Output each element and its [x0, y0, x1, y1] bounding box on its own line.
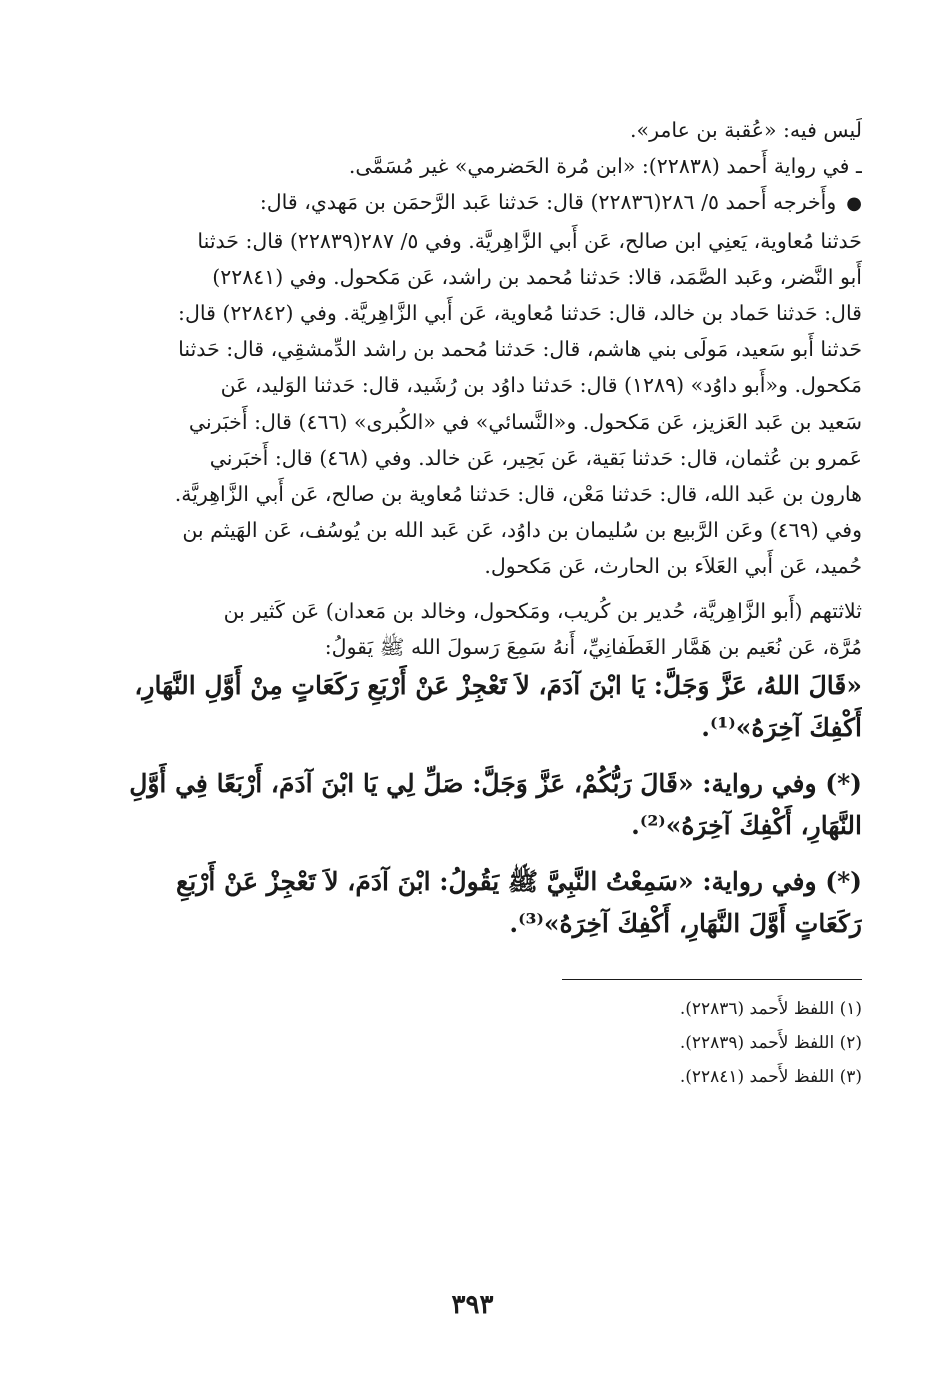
hadith-text-3 — [86, 861, 862, 945]
footnote-1: (١) اللفظ لأَحمد (٢٢٨٣٦). — [679, 999, 862, 1020]
hadith-text-2 — [86, 763, 862, 847]
footnote-divider — [562, 979, 862, 980]
hadith-line: رَكَعَاتٍ أَوَّلَ النَّهَارِ، أَكْفِكَ آخِرَهُ»⁽³⁾. — [509, 909, 862, 939]
takhrij-line: عَمرو بن عُثمان، قال: حَدثنا بَقية، عَن بَحِير، عَن خالد. وفي (٤٦٨) قال: أَخبَرني — [209, 445, 862, 470]
takhrij-line: حَدثنا أَبو سَعيد، مَولَى بني هاشم، قال: حَدثنا مُحمد بن راشد الدِّمشقِي، قال: حَدثنا — [178, 337, 862, 362]
hadith-line: النَّهَارِ، أَكْفِكَ آخِرَهُ»⁽²⁾. — [631, 811, 862, 841]
takhrij-line: حُميد، عَن أَبي العَلاَء بن الحارث، عَن مَكحول. — [484, 554, 862, 579]
page-body — [86, 112, 862, 1094]
hadith-line: «قَالَ اللهُ، عَزَّ وَجَلَّ: يَا ابْنَ آدَمَ، لاَ تَعْجِزْ عَنْ أَرْبَعِ رَكَعَاتٍ مِنْ أَوَّلِ النَّهَارِ، — [134, 671, 862, 701]
chain-line: ثلاثتهم (أَبو الزَّاهِريَّة، حُدير بن كُريب، ومَكحول، وخالد بن مَعدان) عَن كَثير بن — [223, 598, 862, 623]
chain-block — [86, 593, 862, 665]
hadith-text-1 — [86, 665, 862, 749]
hadith-line: أَكْفِكَ آخِرَهُ»⁽¹⁾. — [701, 713, 862, 743]
takhrij-line: قال: حَدثنا حَماد بن خالد، قال: حَدثنا مُعاوية، عَن أَبي الزَّاهِريَّة. وفي (٢٢٨٤٢) قال: — [178, 301, 862, 326]
takhrij-line: هارون بن عَبد الله، قال: حَدثنا مَعْن، قال: حَدثنا مُعاوية بن صالح، عَن أَبي الزَّاهِريَّة. — [174, 482, 862, 507]
takhrij-block — [86, 184, 862, 584]
takhrij-line-text: وأَخرجه أَحمد ٥/ ٢٨٦(٢٢٨٣٦) قال: حَدثنا عَبد الرَّحمَن بن مَهدي، قال: — [259, 190, 837, 215]
hadith-line: (*) وفي رواية: «قَالَ رَبُّكُمْ، عَزَّ وَجَلَّ: صَلِّ لِي يَا ابْنَ آدَمَ، أَرْبَعًا فِي أَوَّلِ — [129, 769, 862, 799]
chain-line: مُرَّة، عَن نُعَيم بن هَمَّار الغَطَفانِيِّ، أَنهُ سَمِعَ رَسولَ الله ﷺ يَقولُ: — [324, 634, 862, 659]
footnote-3: (٣) اللفظ لأَحمد (٢٢٨٤١). — [679, 1067, 862, 1088]
takhrij-line: سَعيد بن عَبد العَزيز، عَن مَكحول. و«النَّسائي» في «الكُبرى» (٤٦٦) قال: أَخبَرني — [188, 409, 862, 434]
footnotes — [86, 992, 862, 1094]
takhrij-line: أَبو النَّضر، وعَبد الصَّمَد، قالا: حَدثنا مُحمد بن راشد، عَن مَكحول. وفي (٢٢٨٤١) — [212, 264, 862, 289]
takhrij-line: حَدثنا مُعاوية، يَعنِي ابن صالح، عَن أَبي الزَّاهِريَّة. وفي ٥/ ٢٨٧(٢٢٨٣٩) قال: حَدثنا — [197, 228, 862, 253]
hadith-line: (*) وفي رواية: «سَمِعْتُ النَّبِيَّ ﷺ يَقُولُ: ابْنَ آدَمَ، لاَ تَعْجِزْ عَنْ أَرْبَعِ — [176, 867, 862, 897]
takhrij-line: وفي (٤٦٩) وعَن الرَّبيع بن سُليمان بن داوُد، عَن عَبد الله بن يُوسُف، عَن الهَيثم بن — [182, 518, 862, 543]
intro-line-2: ـ في رواية أَحمد (٢٢٨٣٨): «ابن مُرة الحَضرمي» غير مُسَمَّى. — [348, 154, 862, 179]
intro-line-1: لَيس فيه: «عُقبة بن عامر». — [630, 118, 862, 142]
bullet-icon: ● — [846, 193, 862, 215]
page-number: ٣٩٣ — [451, 1290, 494, 1320]
takhrij-line — [86, 184, 862, 222]
takhrij-line: مَكحول. و«أَبو داوُد» (١٢٨٩) قال: حَدثنا داوُد بن رُشَيد، قال: حَدثنا الوَليد، عَن — [220, 373, 862, 398]
footnote-2: (٢) اللفظ لأَحمد (٢٢٨٣٩). — [679, 1033, 862, 1054]
intro-block — [86, 112, 862, 184]
